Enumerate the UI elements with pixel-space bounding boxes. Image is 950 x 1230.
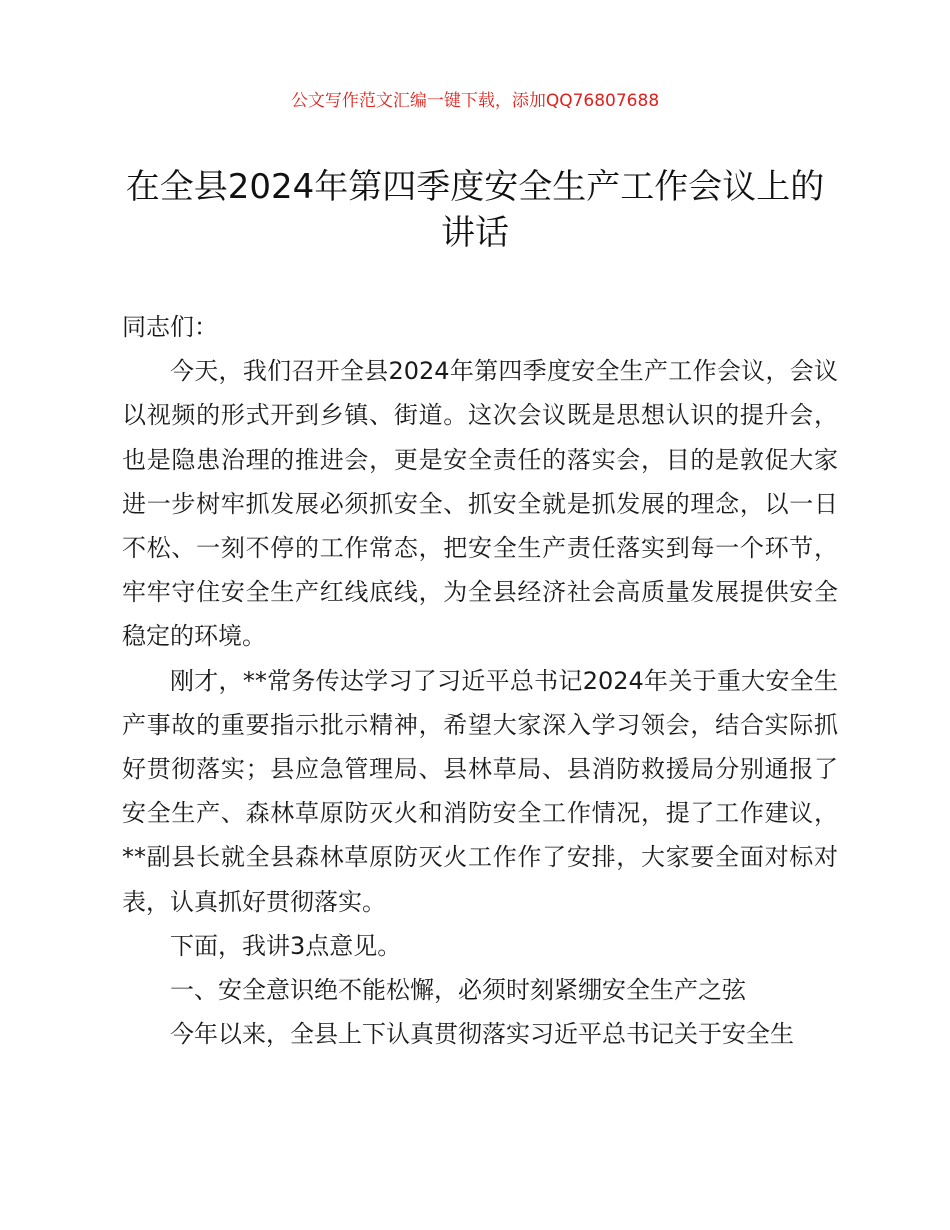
- paragraph: 今天，我们召开全县2024年第四季度安全生产工作会议，会议以视频的形式开到乡镇、街道。这次会议既是思想认识的提升会，也是隐患治理的推进会，更是安全责任的落实会，目的是敦促大家进一步树牢抓发展必须抓安全、抓安全就是抓发展的理念，以一日不松、一刻不停的工作常态，把安全生产责任落实到每一个环节，牢牢守住安全生产红线底线，为全县经济社会高质量发展提供安全稳定的环境。: [122, 357, 838, 651]
- download-notice: 公文写作范文汇编一键下载，添加QQ76807688: [290, 91, 660, 111]
- paragraph: 今年以来，全县上下认真贯彻落实习近平总书记关于安全生: [170, 1020, 794, 1049]
- paragraph: 刚才，**常务传达学习了习近平总书记2024年关于重大安全生产事故的重要指示批示精神，希望大家深入学习领会，结合实际抓好贯彻落实；县应急管理局、县林草局、县消防救援局分别通报了安全生产、森林草原防灭火和消防安全工作情况，提了工作建议，**副县长就全县森林草原防灭火工作作了安排，大家要全面对标对表，认真抓好贯彻落实。: [122, 666, 838, 916]
- document-body: [122, 305, 838, 1056]
- section-heading: 一、安全意识绝不能松懈，必须时刻紧绷安全生产之弦: [170, 976, 746, 1005]
- paragraph: 下面，我讲3点意见。: [170, 931, 402, 960]
- salutation: 同志们：: [122, 313, 218, 341]
- document-title: 在全县2024年第四季度安全生产工作会议上的讲话: [125, 167, 825, 253]
